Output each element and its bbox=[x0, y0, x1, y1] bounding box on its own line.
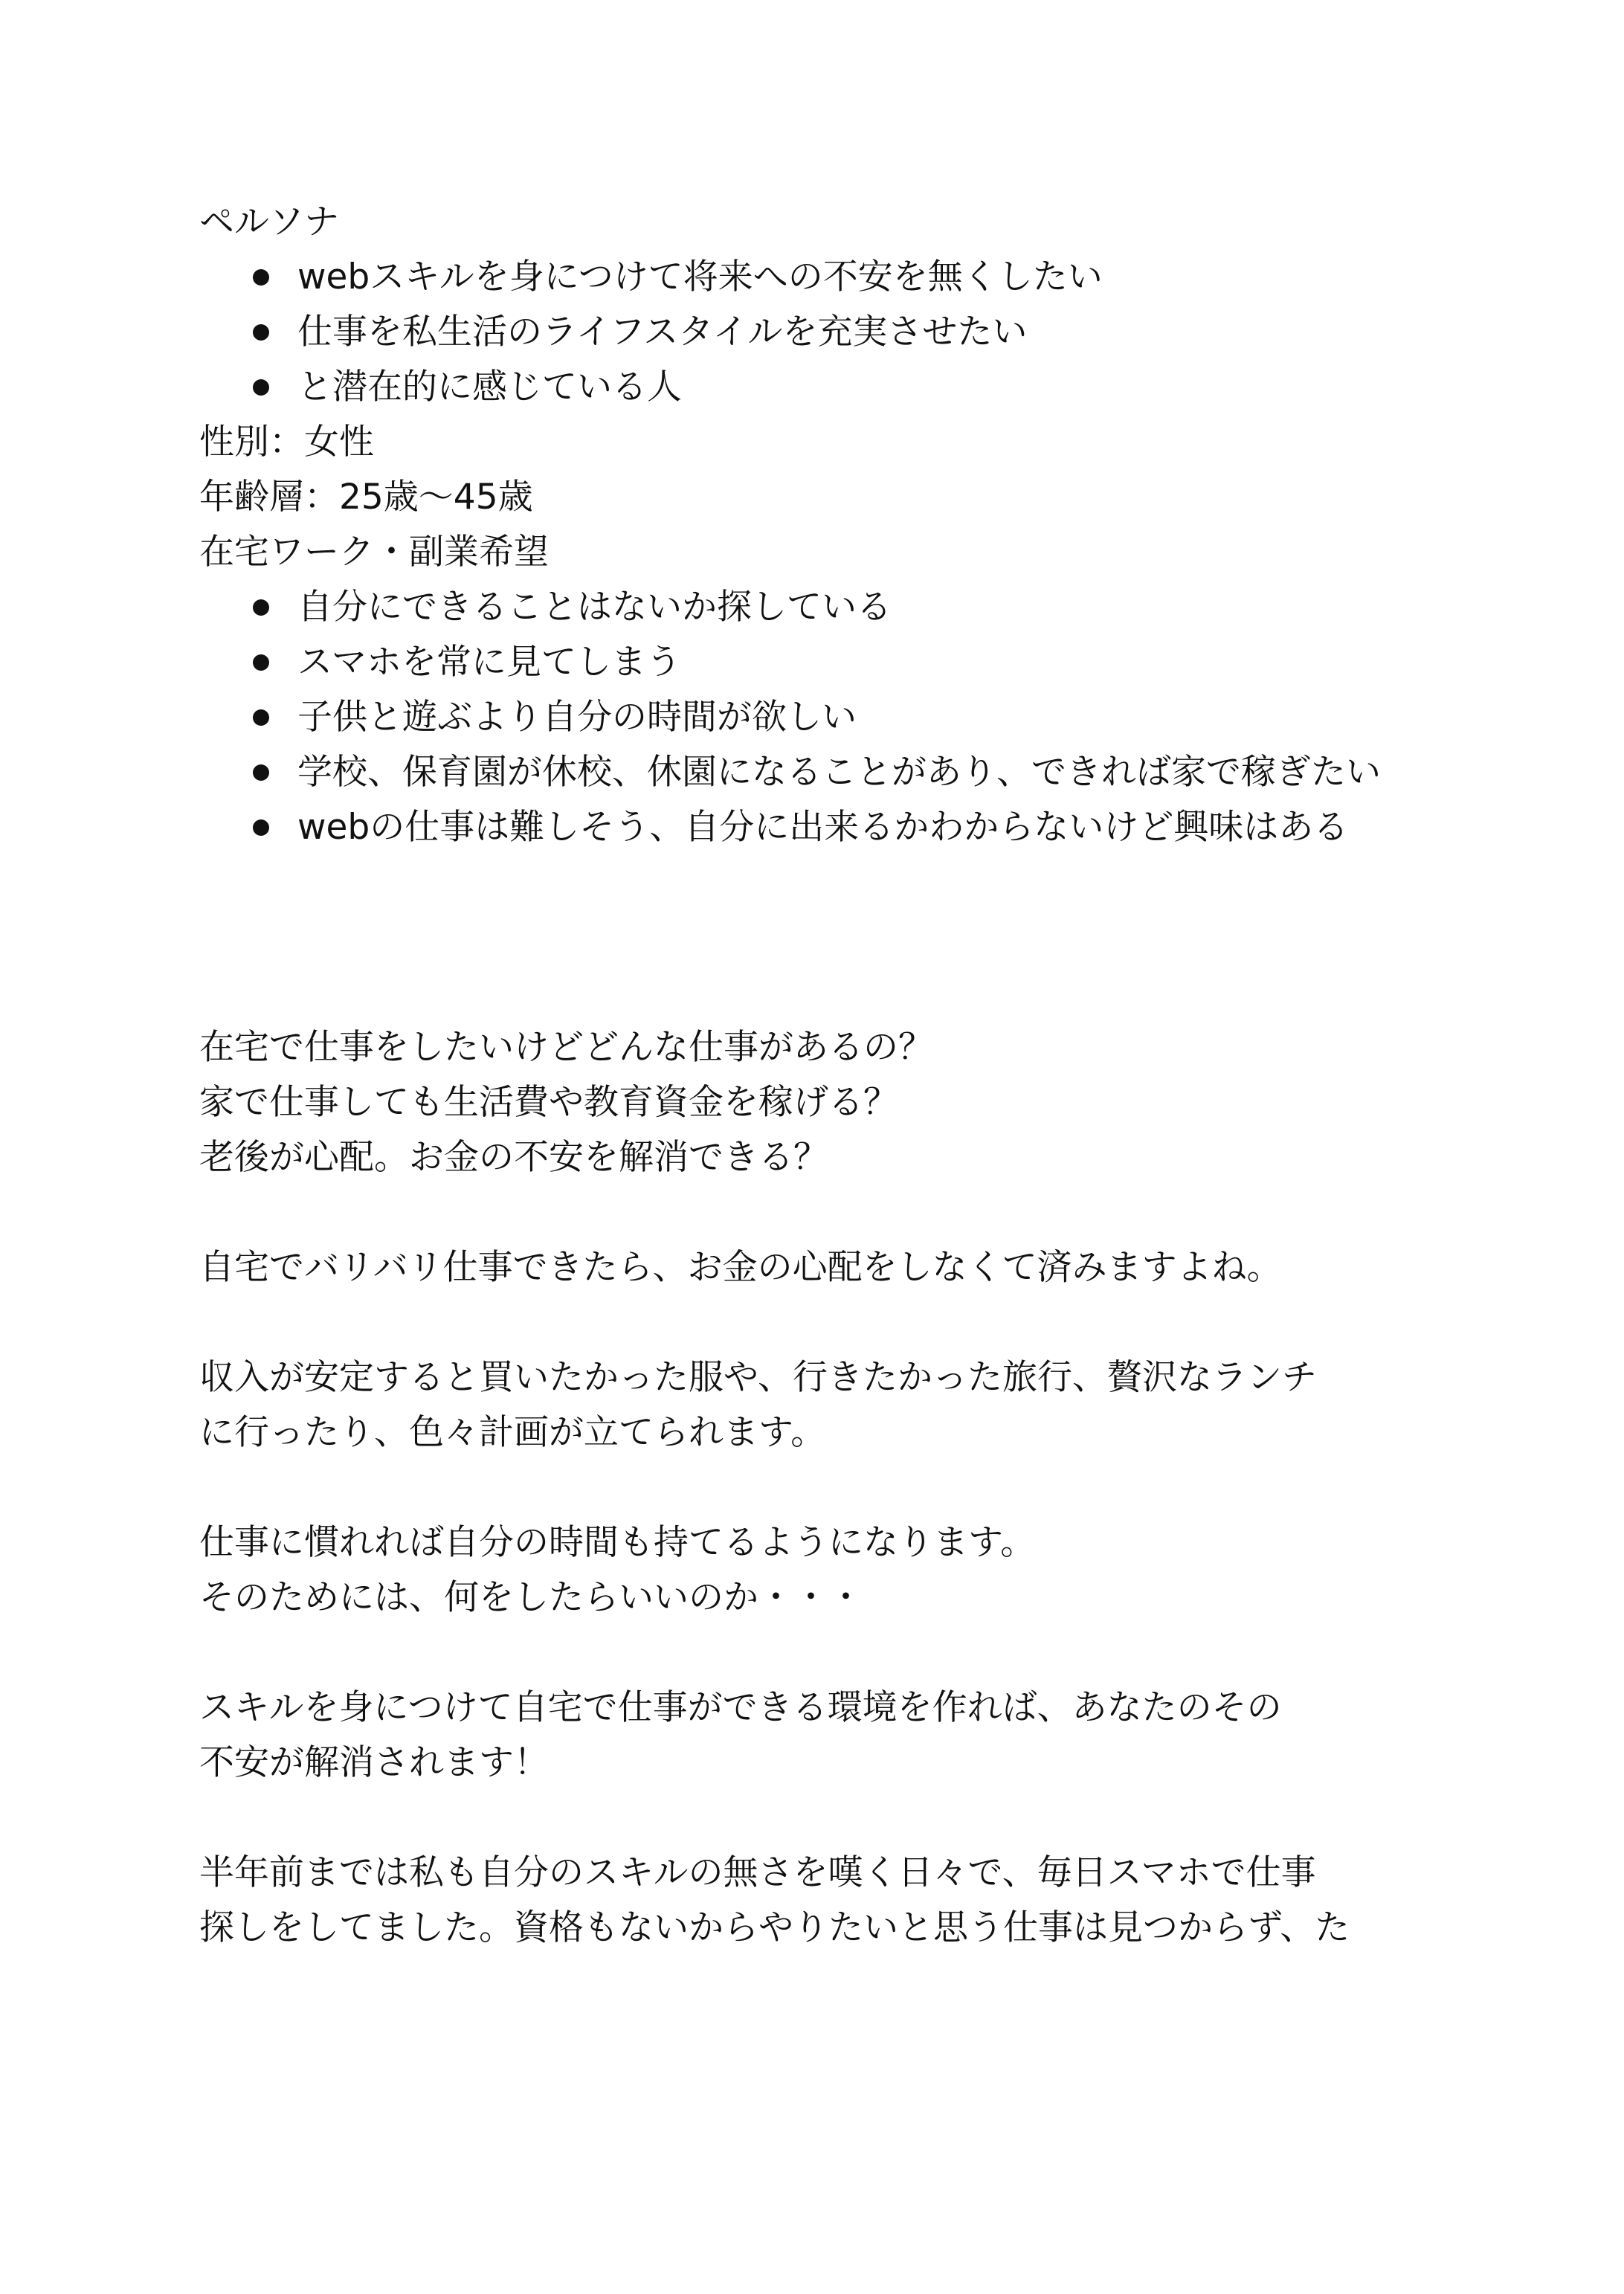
paragraph-line: スキルを身につけて自宅で仕事ができる環境を作れば、あなたのその bbox=[199, 1687, 1282, 1728]
list-item bbox=[199, 250, 1517, 305]
paragraph-spacer bbox=[199, 1185, 1463, 1240]
paragraph-spacer bbox=[199, 1791, 1463, 1846]
list-item-text: スマホを常に見てしまう bbox=[297, 642, 682, 683]
list-item-text: 子供と遊ぶより自分の時間が欲しい bbox=[297, 697, 857, 738]
list-item-text: webの仕事は難しそう、自分に出来るかわからないけど興味はある bbox=[297, 807, 1349, 848]
list-item bbox=[199, 305, 1517, 360]
list-item-text: 自分にできることはないか探している bbox=[297, 587, 892, 628]
bullet-icon bbox=[253, 654, 269, 671]
paragraph-line: 不安が解消されます！ bbox=[199, 1742, 549, 1783]
paragraph-line: 収入が安定すると買いたかった服や、行きたかった旅行、贅沢なランチ bbox=[199, 1357, 1318, 1398]
question-line: 在宅で仕事をしたいけどどんな仕事があるの？ bbox=[199, 1027, 933, 1068]
page-title: ペルソナ bbox=[199, 202, 339, 242]
paragraph-line: 探しをしてました。資格もないからやりたいと思う仕事は見つからず、た bbox=[199, 1907, 1350, 1948]
list-item bbox=[199, 360, 1517, 415]
attribute-wish: 在宅ワーク・副業希望 bbox=[199, 532, 549, 573]
list-item-text: 学校、保育園が休校、休園になることがあり、できれば家で稼ぎたい bbox=[297, 752, 1381, 793]
document-content bbox=[199, 195, 1463, 1956]
list-item-text: と潜在的に感じている人 bbox=[297, 367, 682, 407]
list-item-text: 仕事を私生活のライフスタイルを充実させたい bbox=[297, 312, 1028, 352]
bullet-icon bbox=[253, 269, 269, 286]
paragraph-line: そのためには、何をしたらいいのか・・・ bbox=[199, 1577, 863, 1618]
paragraph-line: 仕事に慣れれば自分の時間も持てるようになります。 bbox=[199, 1522, 1036, 1563]
paragraph-spacer bbox=[199, 1295, 1463, 1350]
list-item bbox=[199, 745, 1517, 800]
attribute-age: 年齢層：25歳〜45歳 bbox=[199, 477, 533, 518]
question-line: 老後が心配。お金の不安を解消できる？ bbox=[199, 1137, 828, 1178]
list-item bbox=[199, 690, 1517, 745]
bullet-icon bbox=[253, 764, 269, 781]
bullet-icon bbox=[253, 819, 269, 836]
paragraph-line: 半年前までは私も自分のスキルの無さを嘆く日々で、毎日スマホで仕事 bbox=[199, 1852, 1316, 1893]
bullet-icon bbox=[253, 379, 269, 396]
intro-bullet-list bbox=[199, 250, 1463, 415]
bullet-icon bbox=[253, 709, 269, 726]
section-spacer bbox=[199, 855, 1463, 1020]
list-item bbox=[199, 580, 1517, 635]
list-item bbox=[199, 800, 1517, 855]
list-item bbox=[199, 635, 1517, 690]
paragraph-line: 自宅でバリバリ仕事できたら、お金の心配をしなくて済みますよね。 bbox=[199, 1247, 1282, 1288]
list-item-text: webスキルを身につけて将来への不安を無くしたい bbox=[297, 257, 1103, 297]
bullet-icon bbox=[253, 599, 269, 616]
paragraph-line: に行ったり、色々計画が立てられます。 bbox=[199, 1412, 826, 1453]
attribute-gender: 性別：女性 bbox=[199, 422, 374, 463]
question-line: 家で仕事しても生活費や教育資金を稼げる？ bbox=[199, 1082, 898, 1123]
paragraph-spacer bbox=[199, 1460, 1463, 1515]
bullet-icon bbox=[253, 324, 269, 341]
persona-bullet-list bbox=[199, 580, 1463, 855]
paragraph-spacer bbox=[199, 1626, 1463, 1681]
